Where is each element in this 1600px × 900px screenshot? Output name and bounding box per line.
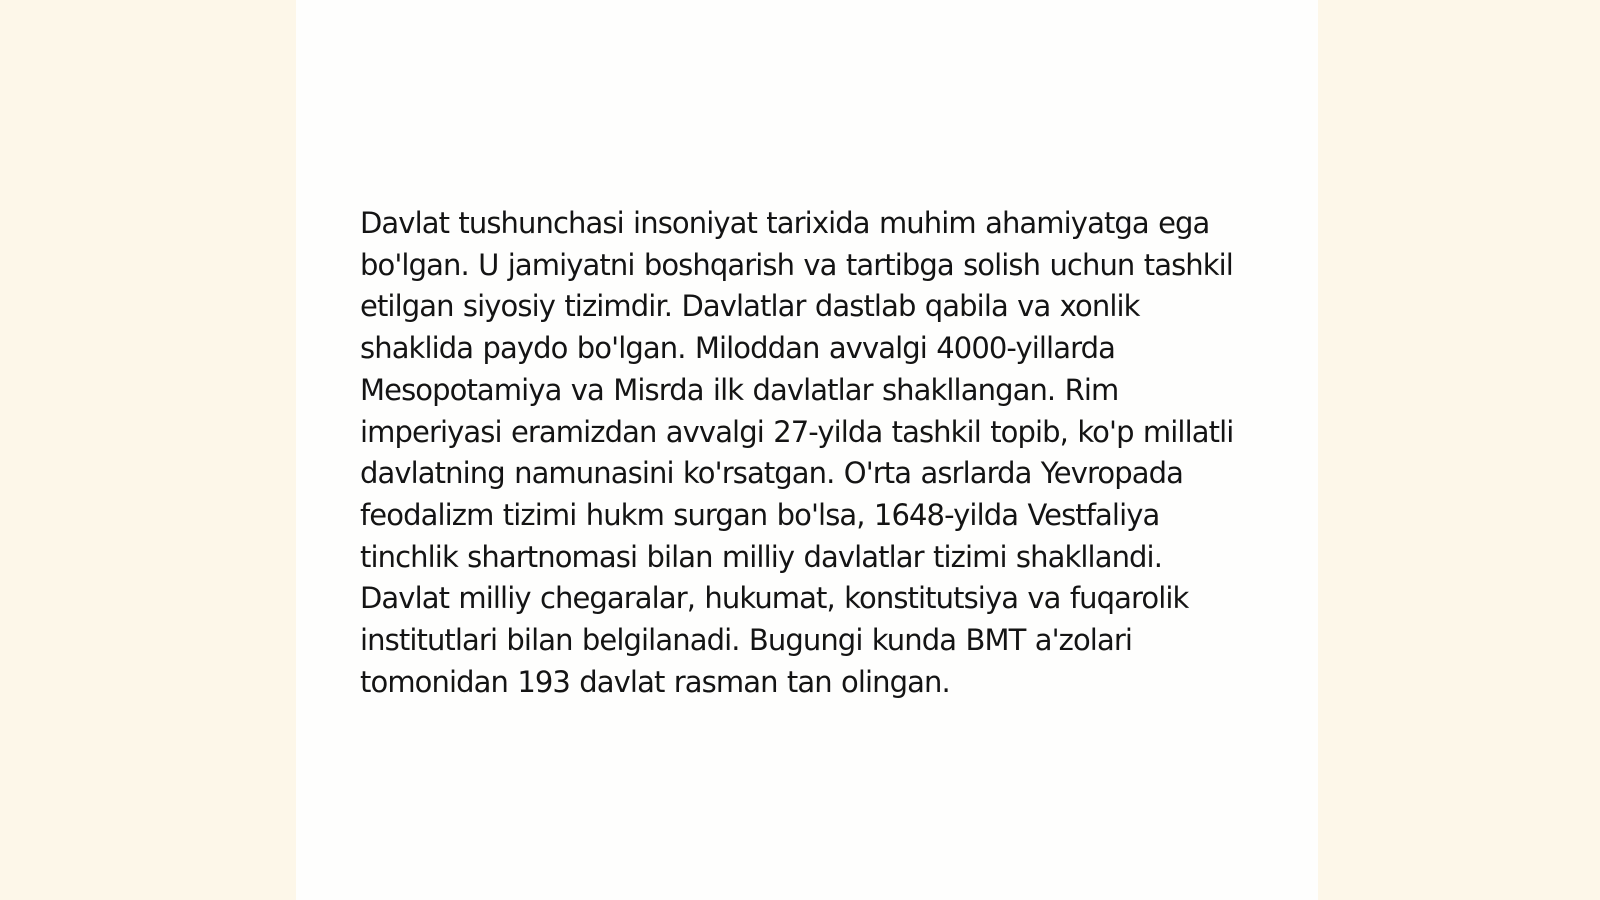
document-page [296,0,1318,900]
body-paragraph: Davlat tushunchasi insoniyat tarixida muhim ahamiyatga ega bo'lgan. U jamiyatni boshqarish va tartibga solish uchun tashkil etilgan siyosiy tizimdir. Davlatlar dastlab qabila va xonlik shaklida paydo bo'lgan. Miloddan avvalgi 4000-yillarda Mesopotamiya va Misrda ilk davlatlar shakllangan. Rim imperiyasi eramizdan avvalgi 27-yilda tashkil topib, ko'p millatli davlatning namunasini ko'rsatgan. O'rta asrlarda Yevropada feodalizm tizimi hukm surgan bo'lsa, 1648-yilda Vestfaliya tinchlik shartnomasi bilan milliy davlatlar tizimi shakllandi. Davlat milliy chegaralar, hukumat, konstitutsiya va fuqarolik institutlari bilan belgilanadi. Bugungi kunda BMT a'zolari tomonidan 193 davlat rasman tan olingan. [360,206,1234,699]
